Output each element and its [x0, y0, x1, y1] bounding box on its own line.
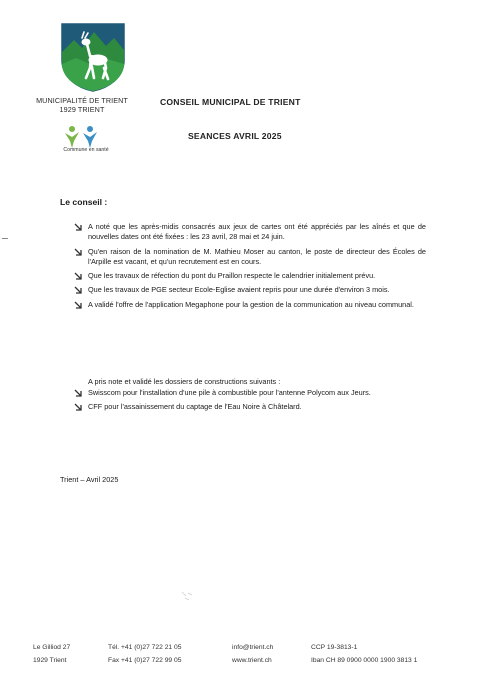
list-item	[74, 247, 426, 267]
construction-list	[74, 388, 426, 417]
footer-address-line-1: Le Gilliod 27	[33, 644, 71, 651]
municipality-line-2: 1929 TRIENT	[59, 105, 105, 114]
list-item	[74, 300, 426, 310]
footer-address	[33, 642, 70, 667]
footer-iban: Iban CH 89 0900 0000 1900 3813 1	[311, 656, 418, 664]
footer-email-link[interactable]: info@trient.ch	[232, 644, 274, 651]
footer-address-line-2: 1929 Trient	[33, 656, 67, 664]
list-item-text: Qu'en raison de la nomination de M. Mathieu Moser au canton, le poste de directeur des Écoles de l'Arpille est vacant, et qu'un recrutement est en cours.	[88, 246, 426, 266]
list-item-text: Que les travaux de réfection du pont du Praillon respecte le calendrier initialement prévu.	[88, 271, 376, 280]
arrow-bullet-icon	[74, 223, 83, 231]
footer-contact	[232, 642, 273, 667]
list-item	[74, 222, 426, 242]
arrow-bullet-icon	[74, 272, 83, 280]
list-item-text: Que les travaux de PGE secteur Ecole-Eglise avaient repris pour une durée d'environ 3 mois.	[88, 285, 390, 295]
list-item-text: A noté que les après-midis consacrés aux jeux de cartes ont été appréciés par les aînés et que de nouvelles dates ont été fixées : les 23 avril, 28 mai et 24 juin.	[88, 222, 426, 242]
arrow-bullet-icon	[74, 301, 83, 309]
footer-tel: Tél. +41 (0)27 722 21 05	[108, 644, 182, 651]
list-item-text: CFF pour l'assainissement du captage de l'Eau Noire à Châtelard.	[88, 402, 302, 412]
construction-intro: A pris note et validé les dossiers de constructions suivants :	[88, 377, 281, 386]
list-item	[74, 271, 426, 281]
margin-mark	[2, 238, 8, 239]
arrow-bullet-icon	[74, 403, 83, 411]
scan-smudge	[180, 590, 194, 602]
list-item-text: A validé l'offre de l'application Megaphone pour la gestion de la communication au niveau communal.	[88, 299, 414, 309]
decisions-list	[74, 222, 426, 314]
list-item	[74, 388, 426, 398]
municipality-line-1: MUNICIPALITÉ DE TRIENT	[36, 96, 128, 105]
list-item	[74, 285, 426, 295]
arrow-bullet-icon	[74, 286, 83, 294]
footer-fax: Fax +41 (0)27 722 99 05	[108, 656, 182, 664]
list-item-text: Swisscom pour l'installation d'une pile à combustible pour l'antenne Polycom aux Jeurs.	[88, 388, 371, 397]
list-item	[74, 402, 426, 412]
arrow-bullet-icon	[74, 248, 83, 256]
footer-website-link[interactable]: www.trient.ch	[232, 656, 272, 664]
arrow-bullet-icon	[74, 389, 83, 397]
commune-en-sante-label: Commune en santé	[63, 147, 109, 153]
footer-phone	[108, 642, 181, 667]
section-heading: Le conseil :	[60, 197, 108, 207]
document-title: CONSEIL MUNICIPAL DE TRIENT	[160, 97, 301, 107]
municipality-name	[22, 96, 142, 114]
footer-ccp: CCP 19-3813-1	[311, 644, 358, 651]
trient-coat-of-arms	[60, 22, 126, 92]
document-subtitle: SEANCES AVRIL 2025	[188, 131, 282, 141]
place-date: Trient – Avril 2025	[60, 475, 119, 484]
footer-bank	[311, 642, 417, 667]
